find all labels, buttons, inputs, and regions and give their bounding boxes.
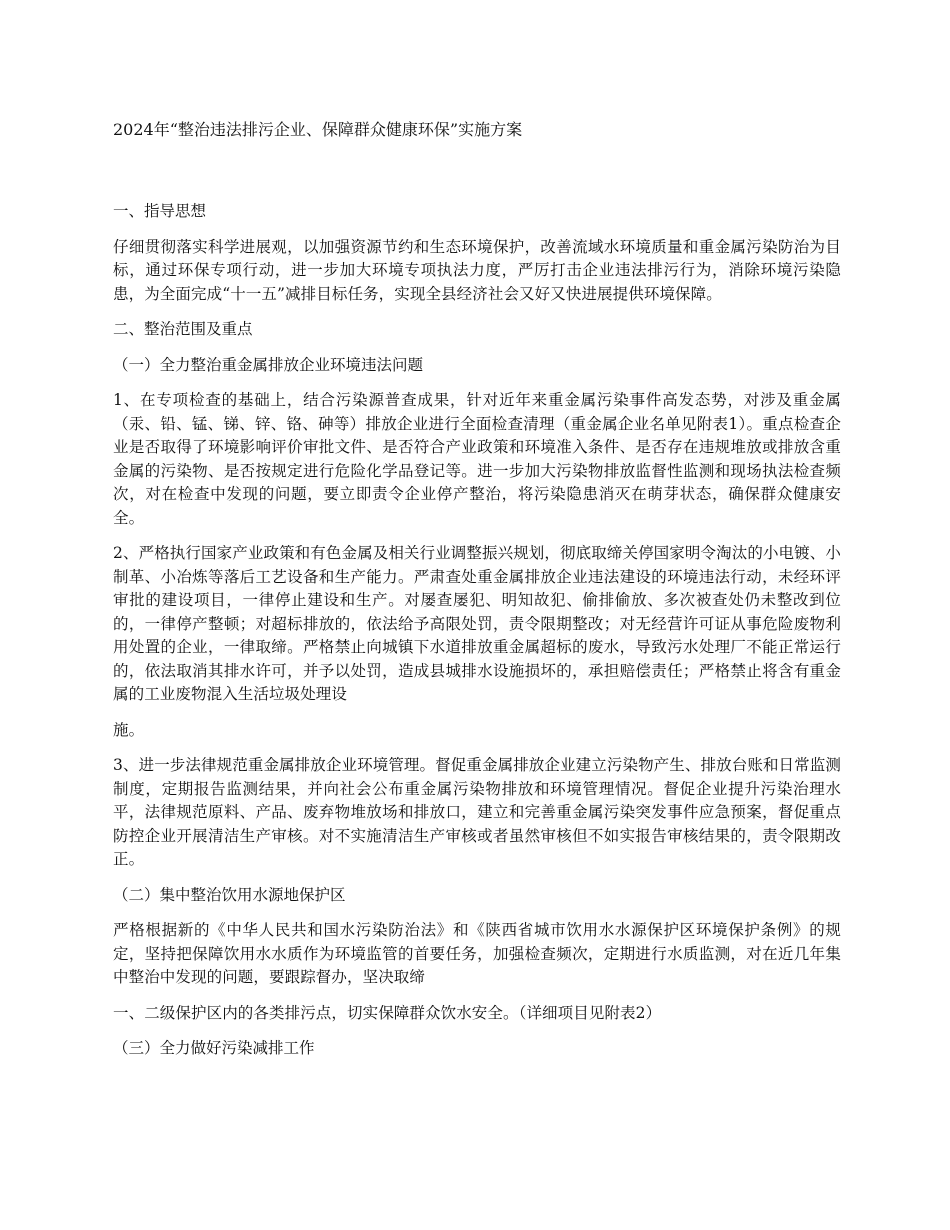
- paragraph-item-2: 2、严格执行国家产业政策和有色金属及相关行业调整振兴规划，彻底取缔关停国家明令淘汰的小电镀、小制革、小冶炼等落后工艺设备和生产能力。严肃查处重金属排放企业违法建设的环境违法行动，未经环评审批的建设项目，一律停止建设和生产。对屡查屡犯、明知故犯、偷排偷放、多次被查处仍未整改到位的，一律停产整顿；对超标排放的，依法给予高限处罚，责令限期整改；对无经营许可证从事危险废物利用处置的企业，一律取缔。严格禁止向城镇下水道排放重金属超标的废水，导致污水处理厂不能正常运行的，依法取消其排水许可，并予以处罚，造成县城排水设施损坏的，承担赔偿责任；严格禁止将含有重金属的工业废物混入生活垃圾处理设: [113, 544, 841, 703]
- paragraph-item-1: 1、在专项检查的基础上，结合污染源普查成果，针对近年来重金属污染事件高发态势，对涉及重金属（汞、铅、锰、锑、锌、铬、砷等）排放企业进行全面检查清理（重金属企业名单见附表1）。重点检查企业是否取得了环境影响评价审批文件、是否符合产业政策和环境准入条件、是否存在违规堆放或排放含重金属的污染物、是否按规定进行危险化学品登记等。进一步加大污染物排放监督性监测和现场执法检查频次，对在检查中发现的问题，要立即责令企业停产整治，将污染隐患消灭在萌芽状态，确保群众健康安全。: [113, 391, 841, 527]
- paragraph-water-source-continued: 一、二级保护区内的各类排污点，切实保障群众饮水安全。（详细项目见附表2）: [113, 1003, 662, 1022]
- subsection-heading-water-source: （二）集中整治饮用水源地保护区: [113, 885, 346, 904]
- paragraph-water-source: 严格根据新的《中华人民共和国水污染防治法》和《陕西省城市饮用水水源保护区环境保护条例》的规定，坚持把保障饮用水水质作为环境监管的首要任务，加强检查频次，定期进行水质监测，对在近几年集中整治中发现的问题，要跟踪督办，坚决取缔: [113, 921, 841, 986]
- section-heading-scope: 二、整治范围及重点: [113, 320, 253, 338]
- document-page: [113, 118, 841, 1073]
- paragraph-item-2-continued: 施。: [113, 720, 145, 739]
- section-heading-guiding-ideology: 一、指导思想: [113, 202, 207, 220]
- paragraph-item-3: 3、进一步法律规范重金属排放企业环境管理。督促重金属排放企业建立污染物产生、排放台账和日常监测制度，定期报告监测结果，并向社会公布重金属污染物排放和环境管理情况。督促企业提升污染治理水平，法律规范原料、产品、废弃物堆放场和排放口，建立和完善重金属污染突发事件应急预案，督促重点防控企业开展清洁生产审核。对不实施清洁生产审核或者虽然审核但不如实报告审核结果的，责令限期改正。: [113, 756, 841, 868]
- subsection-heading-emission-reduction: （三）全力做好污染减排工作: [113, 1039, 315, 1057]
- paragraph-guiding-ideology: 仔细贯彻落实科学进展观，以加强资源节约和生态环境保护，改善流域水环境质量和重金属污染防治为目标，通过环保专项行动，进一步加大环境专项执法力度，严厉打击企业违法排污行为，消除环境污染隐患，为全面完成“十一五”减排目标任务，实现全县经济社会又好又快进展提供环境保障。: [113, 237, 841, 303]
- document-title: 2024年“整治违法排污企业、保障群众健康环保”实施方案: [113, 120, 523, 139]
- subsection-heading-heavy-metal: （一）全力整治重金属排放企业环境违法问题: [113, 355, 424, 374]
